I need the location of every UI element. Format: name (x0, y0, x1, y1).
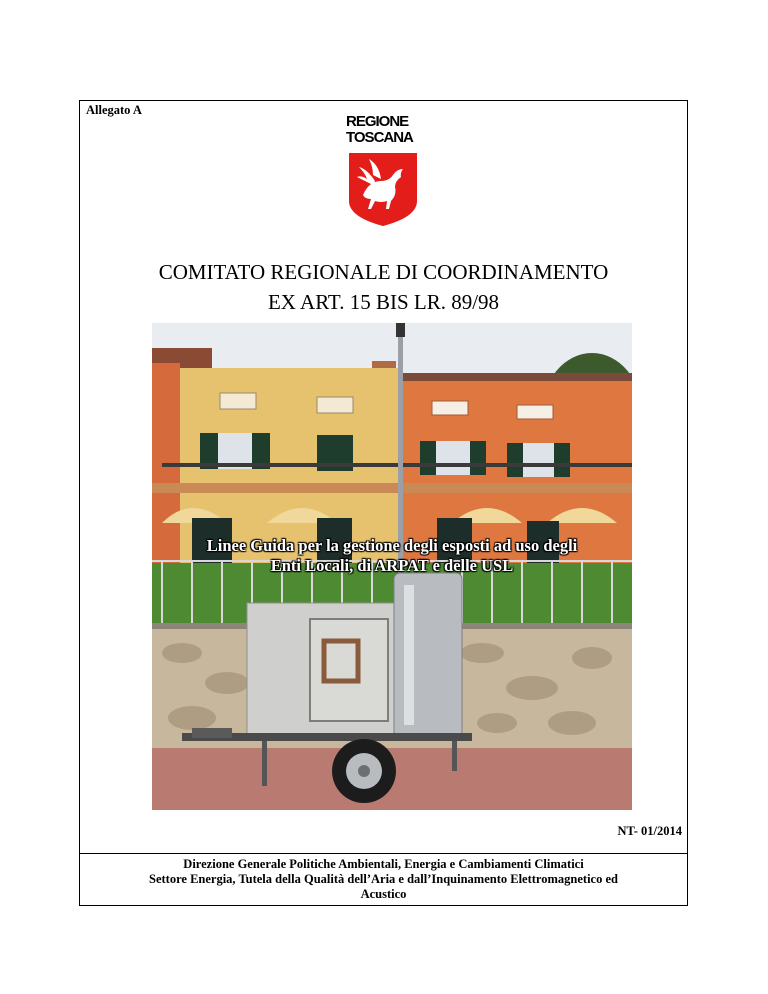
pegasus-shield-icon (345, 151, 421, 227)
footer-line-1: Direzione Generale Politiche Ambientali, Energia e Cambiamenti Climatici (183, 857, 584, 871)
allegato-label: Allegato A (86, 103, 142, 117)
region-logo-text (346, 114, 426, 146)
logo-line-1: REGIONE (346, 113, 409, 130)
footer-box (79, 853, 688, 906)
title-line-2: EX ART. 15 BIS LR. 89/98 (267, 290, 500, 314)
footer-line-3: Acustico (360, 887, 407, 901)
photo-caption-line-2: Enti Locali, di ARPAT e delle USL (270, 556, 514, 575)
footer-line-2: Settore Energia, Tutela della Qualità dell’Aria e dall’Inquinamento Elettromagnetico ed (149, 872, 618, 886)
document-code: NT- 01/2014 (617, 824, 682, 838)
logo-line-2: TOSCANA (346, 129, 413, 146)
title-line-1: COMITATO REGIONALE DI COORDINAMENTO (158, 260, 609, 284)
photo-caption-line-1: Linee Guida per la gestione degli esposti ad uso degli (206, 536, 578, 555)
